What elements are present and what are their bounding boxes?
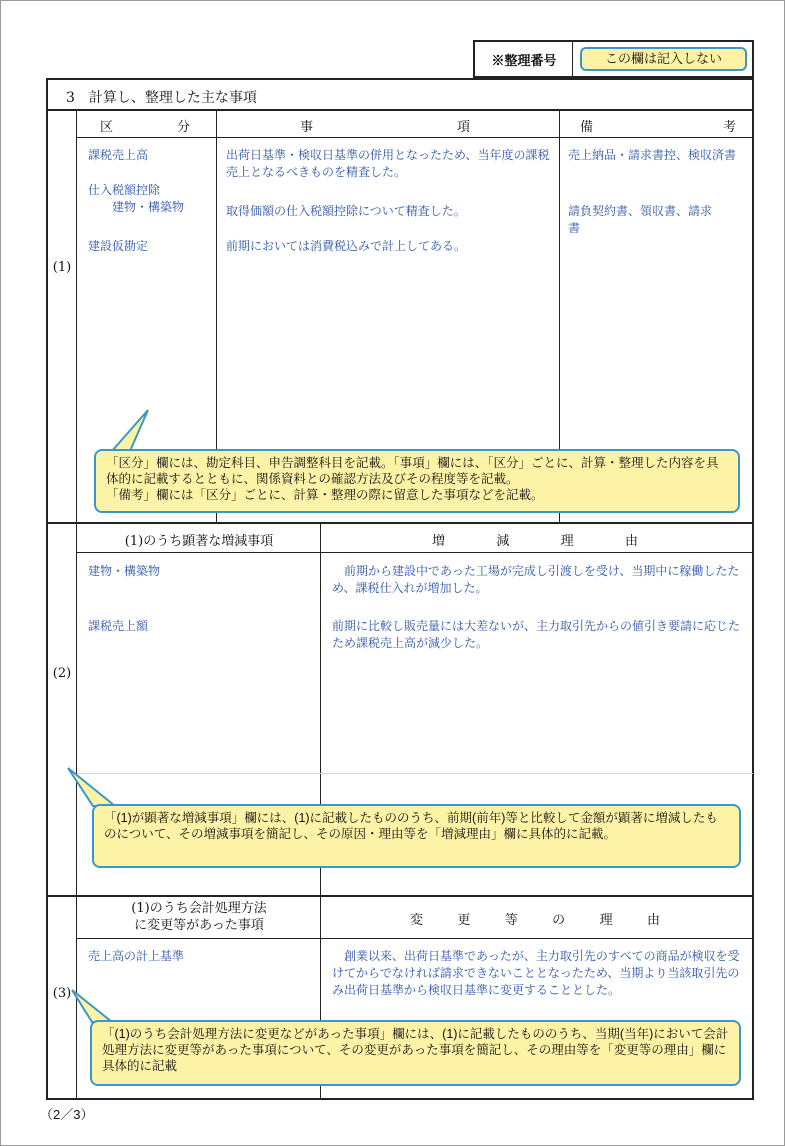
change-reason-1: 創業以来、出荷日基準であったが、主力取引先のすべての商品が検収を受けてからでなければ請求できないこととなったため、当期より当該取引先のみ出荷日基準から検収日基準に変更することとした。 bbox=[332, 949, 740, 997]
zougen-item-1: 建物・構築物 bbox=[88, 564, 161, 578]
header-jiko: 事 項 bbox=[300, 120, 470, 135]
part1-label: (1) bbox=[52, 260, 72, 275]
callout-kubun-guide: 「区分」欄には、勘定科目、申告調整科目を記載。「事項」欄には、「区分」ごとに、計算・整理した内容を具体的に記載するとともに、関係資料との確認方法及びその程度等を記載。 「備考」欄には「区分」ごとに、計算・整理の際に留意した事項などを記載。 bbox=[94, 449, 740, 513]
kubun-item-1: 課税売上高 bbox=[88, 148, 149, 162]
header-kubun: 区 分 bbox=[100, 120, 190, 135]
zougen-reason-2: 前期に比較し販売量には大差ないが、主力取引先からの値引き要請に応じたため課税売上高が減少した。 bbox=[332, 619, 741, 650]
zougen-item-2: 課税売上額 bbox=[88, 619, 149, 633]
header-biko: 備 考 bbox=[580, 120, 736, 135]
part2-label: (2) bbox=[52, 666, 72, 681]
header-change-item: (1)のうち会計処理方法 に変更等があった事項 bbox=[131, 901, 267, 933]
jiko-item-1: 出荷日基準・検収日基準の併用となったため、当年度の課税売上となるべきものを精査した。 bbox=[226, 148, 550, 179]
header-change-reason: 変 更 等 の 理 由 bbox=[410, 913, 660, 928]
biko-item-1: 売上納品・請求書控、検収済書 bbox=[568, 148, 737, 162]
change-item-1: 売上高の計上基準 bbox=[88, 949, 185, 963]
header-zougen-reason: 増 減 理 由 bbox=[432, 534, 638, 549]
callout-zougen-guide: 「(1)が顕著な増減事項」欄には、(1)に記載したもののうち、前期(前年)等と比較して金額が顕著に増減したものについて、その増減事項を簡記し、その原因・理由等を「増減理由」欄に具体的に記載。 bbox=[92, 804, 741, 868]
jiko-item-3: 前期においては消費税込みで計上してある。 bbox=[226, 239, 467, 253]
part3-label: (3) bbox=[52, 986, 72, 1001]
biko-item-2: 請負契約書、領収書、請求書 bbox=[568, 204, 713, 235]
header-zougen-item: (1)のうち顕著な増減事項 bbox=[124, 534, 274, 549]
section-title: 3 計算し、整理した主な事項 bbox=[66, 90, 257, 106]
page-number: （2／3） bbox=[40, 1107, 94, 1122]
callout-change-guide: 「(1)のうち会計処理方法に変更などがあった事項」欄には、(1)に記載したもののうち、当期(当年)において会計処理方法に変更等があった事項について、その変更があった事項を簡記し、その理由等を「変更等の理由」欄に具体的に記載 bbox=[90, 1020, 741, 1086]
kubun-item-2: 仕入税額控除 建物・構築物 bbox=[88, 183, 185, 214]
kubun-item-3: 建設仮勘定 bbox=[88, 239, 149, 253]
jiko-item-2: 取得価額の仕入税額控除について精査した。 bbox=[226, 204, 466, 218]
seiri-number-label: ※整理番号 bbox=[491, 54, 557, 69]
zougen-reason-1: 前期から建設中であった工場が完成し引渡しを受け、当期中に稼働したため、課税仕入れが増加した。 bbox=[332, 564, 740, 595]
seiri-number-note: この欄は記入しない bbox=[580, 47, 747, 71]
